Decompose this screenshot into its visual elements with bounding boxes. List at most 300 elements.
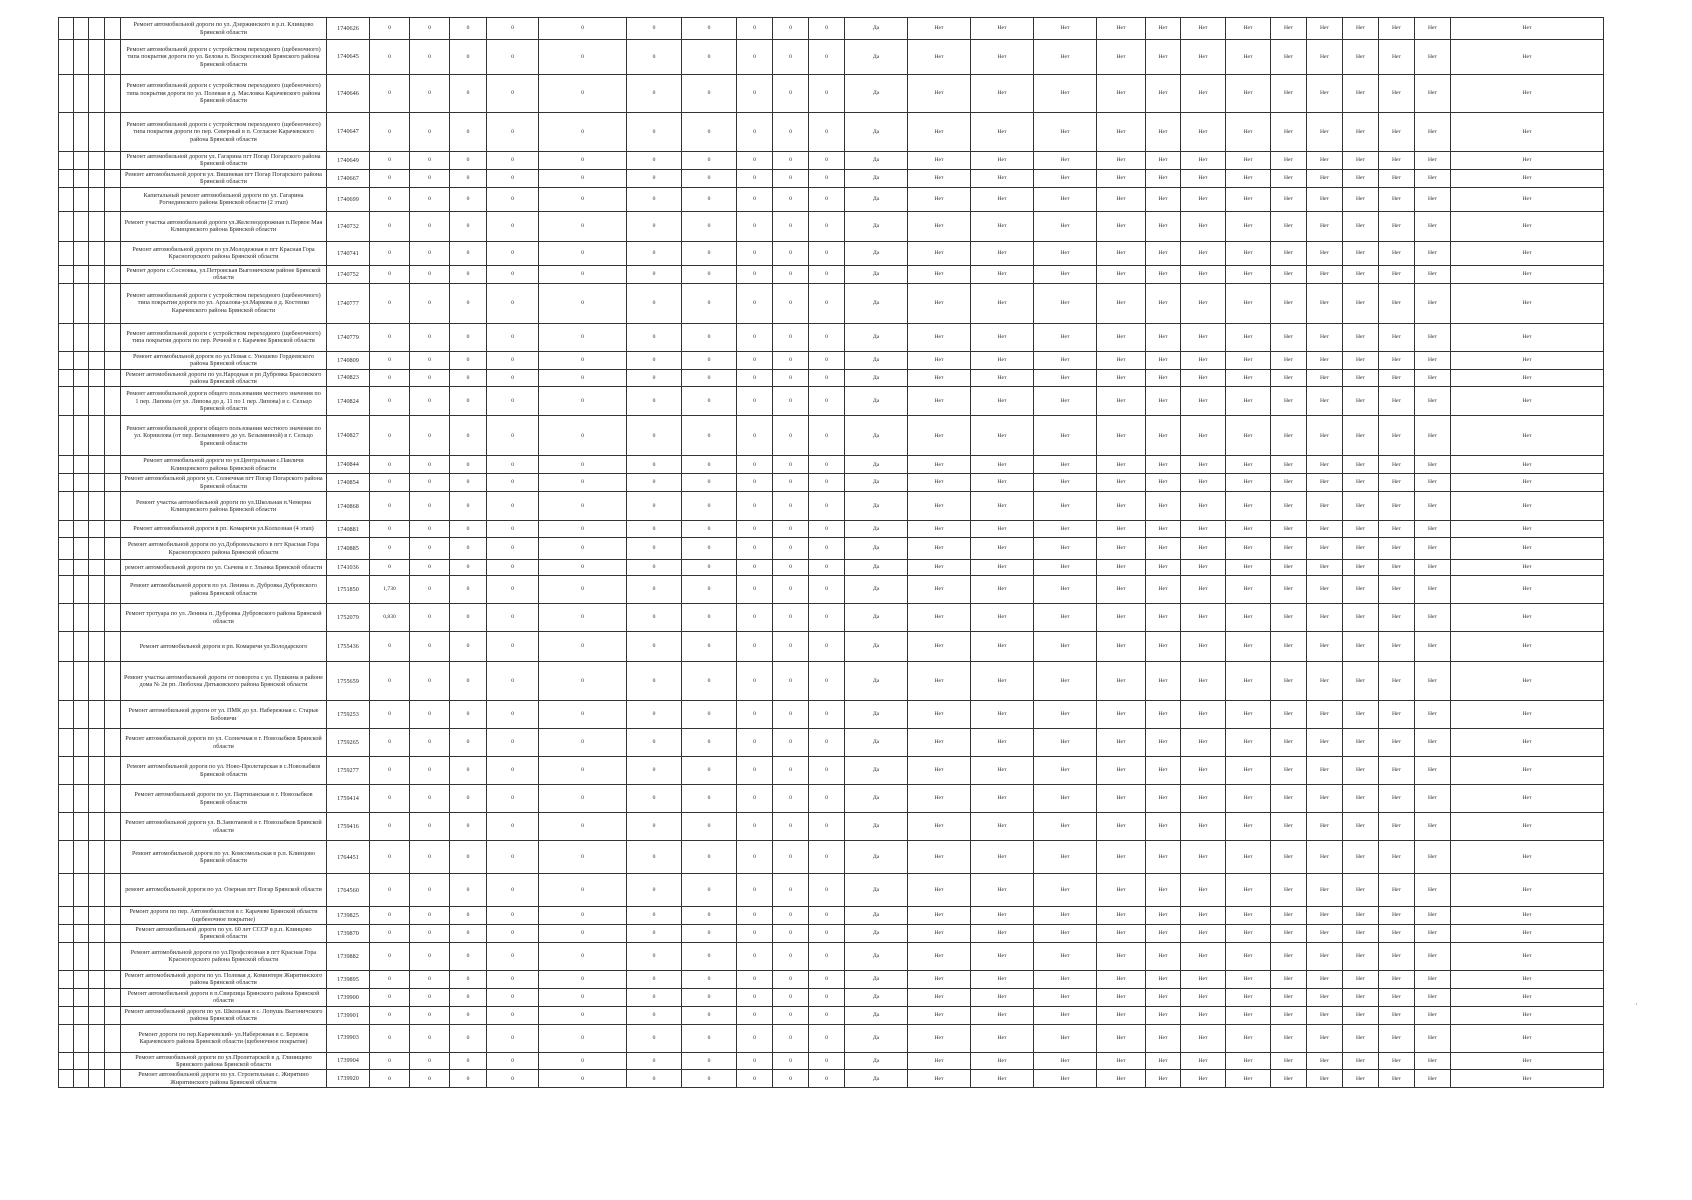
flag-cell: Нет <box>1034 1070 1097 1088</box>
flag-cell: Нет <box>1271 841 1307 874</box>
flag-cell: Нет <box>1097 1070 1146 1088</box>
value-cell: 0 <box>410 1052 450 1070</box>
value-cell: 0 <box>539 604 627 632</box>
value-cell: 0 <box>809 1024 845 1052</box>
flag-cell: Да <box>845 560 908 576</box>
flag-cell: Нет <box>1146 75 1181 113</box>
flag-cell: Нет <box>971 813 1034 841</box>
empty-cell <box>89 1006 105 1024</box>
flag-cell: Нет <box>1379 729 1415 757</box>
empty-cell <box>89 492 105 521</box>
flag-cell: Нет <box>908 988 971 1006</box>
value-cell: 0 <box>450 604 487 632</box>
flag-cell: Нет <box>971 323 1034 351</box>
value-cell: 0 <box>737 113 773 152</box>
empty-cell <box>105 187 121 211</box>
empty-cell <box>59 187 74 211</box>
value-cell: 0 <box>539 632 627 662</box>
flag-cell: Нет <box>1181 907 1226 925</box>
object-code-cell: 1759253 <box>327 701 370 729</box>
value-cell: 0 <box>410 456 450 474</box>
value-cell: 0 <box>487 604 539 632</box>
value-cell: 0 <box>450 152 487 170</box>
value-cell: 0 <box>487 632 539 662</box>
object-code-cell: 1740868 <box>327 492 370 521</box>
empty-cell <box>89 942 105 970</box>
value-cell: 0 <box>410 474 450 492</box>
flag-cell: Нет <box>1415 416 1451 456</box>
flag-cell: Нет <box>971 701 1034 729</box>
flag-cell: Нет <box>1271 813 1307 841</box>
value-cell: 0 <box>450 538 487 560</box>
value-cell: 0 <box>370 265 410 283</box>
flag-cell: Да <box>845 40 908 75</box>
empty-cell <box>59 416 74 456</box>
flag-cell: Нет <box>1307 560 1343 576</box>
flag-cell: Нет <box>1343 265 1379 283</box>
flag-cell: Нет <box>1034 1006 1097 1024</box>
flag-cell: Нет <box>908 662 971 701</box>
empty-cell <box>89 75 105 113</box>
value-cell: 0 <box>773 283 809 323</box>
flag-cell: Нет <box>971 152 1034 170</box>
value-cell: 0 <box>682 492 737 521</box>
empty-cell <box>89 925 105 943</box>
flag-cell: Нет <box>1343 40 1379 75</box>
flag-cell: Да <box>845 785 908 813</box>
table-row <box>59 169 1604 187</box>
flag-cell: Нет <box>1343 988 1379 1006</box>
value-cell: 0 <box>410 785 450 813</box>
flag-cell: Нет <box>971 942 1034 970</box>
value-cell: 0 <box>627 907 682 925</box>
value-cell: 0 <box>737 560 773 576</box>
value-cell: 0 <box>773 988 809 1006</box>
flag-cell: Нет <box>1415 265 1451 283</box>
flag-cell: Нет <box>1271 988 1307 1006</box>
object-code-cell: 1740732 <box>327 211 370 241</box>
object-name-cell: Ремонт автомобильной дороги по ул. Дзержинского в р.п. Клинцово Брянской области <box>121 18 327 40</box>
flag-cell: Нет <box>1379 988 1415 1006</box>
flag-cell: Нет <box>1307 841 1343 874</box>
value-cell: 0 <box>682 813 737 841</box>
flag-cell: Нет <box>1415 1070 1451 1088</box>
flag-cell: Нет <box>971 604 1034 632</box>
flag-cell: Нет <box>1146 456 1181 474</box>
object-name-cell: Ремонт автомобильной дороги по ул.Пролетарской в д. Глинищево Брянского района Брянской области <box>121 1052 327 1070</box>
empty-cell <box>89 538 105 560</box>
value-cell: 0 <box>737 18 773 40</box>
value-cell: 0 <box>410 241 450 265</box>
empty-cell <box>59 604 74 632</box>
value-cell: 0 <box>410 538 450 560</box>
empty-cell <box>74 456 89 474</box>
flag-cell: Нет <box>908 576 971 604</box>
flag-cell: Нет <box>908 925 971 943</box>
empty-cell <box>105 813 121 841</box>
flag-cell: Нет <box>1343 323 1379 351</box>
value-cell: 0 <box>773 874 809 907</box>
object-name-cell: Ремонт автомобильной дороги по ул. Ленина п. Дубровка Дубровского района Брянской области <box>121 576 327 604</box>
empty-cell <box>59 907 74 925</box>
value-cell: 0 <box>773 701 809 729</box>
value-cell: 0 <box>450 576 487 604</box>
flag-cell: Нет <box>971 785 1034 813</box>
value-cell: 0 <box>487 18 539 40</box>
value-cell: 0 <box>737 265 773 283</box>
value-cell: 0 <box>627 988 682 1006</box>
value-cell: 0 <box>627 521 682 538</box>
flag-cell: Нет <box>1343 576 1379 604</box>
empty-cell <box>74 1006 89 1024</box>
flag-cell: Да <box>845 187 908 211</box>
flag-cell: Нет <box>1271 323 1307 351</box>
flag-cell: Нет <box>1097 874 1146 907</box>
value-cell: 0 <box>773 521 809 538</box>
flag-cell: Нет <box>1097 387 1146 416</box>
object-code-cell: 1764560 <box>327 874 370 907</box>
flag-cell: Нет <box>1034 187 1097 211</box>
flag-cell: Нет <box>1034 907 1097 925</box>
flag-cell: Нет <box>1097 1052 1146 1070</box>
empty-cell <box>59 942 74 970</box>
value-cell: 0 <box>487 387 539 416</box>
flag-cell: Да <box>845 632 908 662</box>
value-cell: 0 <box>487 169 539 187</box>
object-name-cell: Ремонт автомобильной дороги по ул.Новая с. Уношево Гордеевского района Брянской области <box>121 351 327 369</box>
value-cell: 0 <box>682 169 737 187</box>
value-cell: 0 <box>809 492 845 521</box>
table-row <box>59 283 1604 323</box>
flag-cell: Нет <box>1097 187 1146 211</box>
flag-cell: Нет <box>1307 113 1343 152</box>
table-row <box>59 1006 1604 1024</box>
value-cell: 0 <box>737 456 773 474</box>
flag-cell: Да <box>845 283 908 323</box>
flag-cell: Нет <box>1034 662 1097 701</box>
flag-cell: Нет <box>1034 18 1097 40</box>
flag-cell: Нет <box>971 187 1034 211</box>
flag-cell: Нет <box>1379 757 1415 785</box>
value-cell: 0 <box>809 757 845 785</box>
object-name-cell: Ремонт автомобильной дороги по ул. Школьная в с. Лопушь Выгоничского района Брянской области <box>121 1006 327 1024</box>
flag-cell: Нет <box>1343 521 1379 538</box>
flag-cell: Нет <box>1146 701 1181 729</box>
flag-cell: Нет <box>1271 152 1307 170</box>
flag-cell: Нет <box>971 283 1034 323</box>
flag-cell: Нет <box>1034 729 1097 757</box>
empty-cell <box>59 323 74 351</box>
empty-cell <box>74 662 89 701</box>
empty-cell <box>59 632 74 662</box>
flag-cell: Нет <box>1097 416 1146 456</box>
object-code-cell: 1740824 <box>327 387 370 416</box>
flag-cell: Нет <box>1343 1006 1379 1024</box>
value-cell: 0 <box>627 785 682 813</box>
flag-cell: Нет <box>1343 18 1379 40</box>
flag-cell: Нет <box>1415 662 1451 701</box>
flag-cell: Нет <box>1181 785 1226 813</box>
value-cell: 0 <box>410 813 450 841</box>
object-name-cell: Ремонт автомобильной дороги ул. Гагарина пгт Погар Погарского района Брянской области <box>121 152 327 170</box>
flag-cell: Нет <box>1146 211 1181 241</box>
value-cell: 0 <box>450 474 487 492</box>
empty-cell <box>74 785 89 813</box>
flag-cell: Нет <box>1226 729 1271 757</box>
value-cell: 0 <box>682 942 737 970</box>
table-row <box>59 988 1604 1006</box>
flag-cell: Нет <box>1271 456 1307 474</box>
flag-cell: Нет <box>1271 942 1307 970</box>
value-cell: 0 <box>627 813 682 841</box>
empty-cell <box>59 211 74 241</box>
value-cell: 0 <box>809 1052 845 1070</box>
value-cell: 0 <box>773 729 809 757</box>
value-cell: 0 <box>370 1006 410 1024</box>
flag-cell: Нет <box>1181 925 1226 943</box>
empty-cell <box>59 757 74 785</box>
flag-cell: Нет <box>1307 988 1343 1006</box>
flag-cell: Нет <box>1451 113 1604 152</box>
flag-cell: Нет <box>1181 283 1226 323</box>
flag-cell: Нет <box>1097 351 1146 369</box>
flag-cell: Нет <box>1097 813 1146 841</box>
flag-cell: Нет <box>1097 521 1146 538</box>
empty-cell <box>74 538 89 560</box>
flag-cell: Нет <box>1181 40 1226 75</box>
flag-cell: Нет <box>1451 662 1604 701</box>
value-cell: 0 <box>737 1052 773 1070</box>
value-cell: 0 <box>773 113 809 152</box>
value-cell: 0 <box>737 241 773 265</box>
flag-cell: Нет <box>908 813 971 841</box>
flag-cell: Нет <box>1415 757 1451 785</box>
value-cell: 0 <box>809 169 845 187</box>
value-cell: 0 <box>737 925 773 943</box>
empty-cell <box>105 369 121 387</box>
empty-cell <box>74 925 89 943</box>
table-row <box>59 970 1604 988</box>
flag-cell: Нет <box>1307 1024 1343 1052</box>
flag-cell: Да <box>845 907 908 925</box>
value-cell: 0 <box>487 456 539 474</box>
value-cell: 0 <box>737 1006 773 1024</box>
empty-cell <box>59 492 74 521</box>
flag-cell: Нет <box>1379 323 1415 351</box>
flag-cell: Да <box>845 75 908 113</box>
flag-cell: Нет <box>1226 369 1271 387</box>
value-cell: 0 <box>773 785 809 813</box>
empty-cell <box>74 942 89 970</box>
empty-cell <box>89 113 105 152</box>
object-name-cell: Ремонт автомобильной дороги ул. Солнечная пгт Погар Погарского района Брянской области <box>121 474 327 492</box>
value-cell: 0 <box>370 632 410 662</box>
empty-cell <box>89 701 105 729</box>
value-cell: 0 <box>682 632 737 662</box>
empty-cell <box>74 988 89 1006</box>
flag-cell: Нет <box>1226 40 1271 75</box>
flag-cell: Нет <box>1379 75 1415 113</box>
flag-cell: Нет <box>1451 40 1604 75</box>
value-cell: 0 <box>450 187 487 211</box>
value-cell: 0 <box>539 387 627 416</box>
flag-cell: Нет <box>1181 211 1226 241</box>
empty-cell <box>105 40 121 75</box>
value-cell: 0 <box>370 40 410 75</box>
flag-cell: Нет <box>1415 841 1451 874</box>
value-cell: 0 <box>809 560 845 576</box>
table-row <box>59 265 1604 283</box>
value-cell: 0 <box>539 1070 627 1088</box>
value-cell: 0 <box>450 1024 487 1052</box>
flag-cell: Нет <box>1271 241 1307 265</box>
flag-cell: Нет <box>1307 757 1343 785</box>
value-cell: 0 <box>487 1024 539 1052</box>
value-cell: 0 <box>809 604 845 632</box>
empty-cell <box>59 113 74 152</box>
object-code-cell: 1759416 <box>327 813 370 841</box>
empty-cell <box>74 369 89 387</box>
flag-cell: Нет <box>1451 874 1604 907</box>
value-cell: 0 <box>539 241 627 265</box>
value-cell: 0 <box>773 492 809 521</box>
value-cell: 0 <box>737 492 773 521</box>
flag-cell: Нет <box>1379 538 1415 560</box>
flag-cell: Нет <box>1271 369 1307 387</box>
flag-cell: Нет <box>1034 560 1097 576</box>
flag-cell: Нет <box>1146 323 1181 351</box>
flag-cell: Нет <box>1343 169 1379 187</box>
value-cell: 0 <box>370 169 410 187</box>
empty-cell <box>89 416 105 456</box>
value-cell: 0 <box>539 283 627 323</box>
empty-cell <box>74 1070 89 1088</box>
empty-cell <box>59 456 74 474</box>
flag-cell: Да <box>845 169 908 187</box>
empty-cell <box>105 492 121 521</box>
flag-cell: Нет <box>1415 538 1451 560</box>
value-cell: 0 <box>773 40 809 75</box>
value-cell: 0 <box>809 632 845 662</box>
object-name-cell: Ремонт автомобильной дороги по ул.Народная в рп Дубровка Брасовского района Брянской области <box>121 369 327 387</box>
value-cell: 0 <box>450 701 487 729</box>
value-cell: 0 <box>450 907 487 925</box>
empty-cell <box>74 387 89 416</box>
flag-cell: Нет <box>908 416 971 456</box>
flag-cell: Да <box>845 942 908 970</box>
value-cell: 0 <box>370 387 410 416</box>
flag-cell: Нет <box>1379 283 1415 323</box>
flag-cell: Нет <box>908 18 971 40</box>
value-cell: 0 <box>773 211 809 241</box>
value-cell: 0 <box>487 323 539 351</box>
value-cell: 0 <box>627 152 682 170</box>
empty-cell <box>105 841 121 874</box>
value-cell: 0 <box>450 662 487 701</box>
flag-cell: Нет <box>1379 841 1415 874</box>
flag-cell: Нет <box>1451 970 1604 988</box>
flag-cell: Нет <box>1415 632 1451 662</box>
value-cell: 0 <box>450 1052 487 1070</box>
value-cell: 0 <box>809 152 845 170</box>
flag-cell: Нет <box>1271 907 1307 925</box>
value-cell: 0 <box>682 1024 737 1052</box>
value-cell: 0 <box>809 211 845 241</box>
flag-cell: Нет <box>1343 729 1379 757</box>
object-name-cell: Ремонт автомобильной дороги с устройством переходного (щебеночного) типа покрытия дороги по ул. Белова п. Воскресенский Брянского района Брянской области <box>121 40 327 75</box>
value-cell: 0 <box>450 874 487 907</box>
value-cell: 0 <box>682 662 737 701</box>
flag-cell: Нет <box>1379 604 1415 632</box>
empty-cell <box>89 662 105 701</box>
flag-cell: Нет <box>1226 576 1271 604</box>
value-cell: 0 <box>487 874 539 907</box>
flag-cell: Нет <box>1181 323 1226 351</box>
table-row <box>59 1052 1604 1070</box>
flag-cell: Нет <box>908 604 971 632</box>
empty-cell <box>105 113 121 152</box>
flag-cell: Нет <box>1226 970 1271 988</box>
value-cell: 0 <box>737 40 773 75</box>
flag-cell: Нет <box>908 40 971 75</box>
empty-cell <box>89 729 105 757</box>
flag-cell: Нет <box>971 907 1034 925</box>
flag-cell: Нет <box>1181 492 1226 521</box>
flag-cell: Нет <box>1451 369 1604 387</box>
empty-cell <box>105 729 121 757</box>
flag-cell: Нет <box>971 632 1034 662</box>
flag-cell: Нет <box>1034 241 1097 265</box>
flag-cell: Нет <box>1307 369 1343 387</box>
flag-cell: Нет <box>1343 113 1379 152</box>
flag-cell: Нет <box>1097 729 1146 757</box>
flag-cell: Нет <box>1146 604 1181 632</box>
empty-cell <box>105 1052 121 1070</box>
flag-cell: Нет <box>1379 1024 1415 1052</box>
value-cell: 0 <box>370 1070 410 1088</box>
empty-cell <box>89 323 105 351</box>
value-cell: 0 <box>737 942 773 970</box>
flag-cell: Нет <box>1034 874 1097 907</box>
value-cell: 0 <box>627 757 682 785</box>
flag-cell: Нет <box>971 241 1034 265</box>
flag-cell: Нет <box>1034 576 1097 604</box>
flag-cell: Нет <box>1034 757 1097 785</box>
value-cell: 0 <box>627 1052 682 1070</box>
flag-cell: Нет <box>1271 283 1307 323</box>
value-cell: 0 <box>410 874 450 907</box>
flag-cell: Нет <box>1146 40 1181 75</box>
flag-cell: Нет <box>1307 874 1343 907</box>
flag-cell: Нет <box>1343 701 1379 729</box>
object-code-cell: 1739870 <box>327 925 370 943</box>
flag-cell: Нет <box>1097 18 1146 40</box>
table-row <box>59 942 1604 970</box>
value-cell: 0 <box>627 970 682 988</box>
value-cell: 0 <box>370 18 410 40</box>
flag-cell: Нет <box>1415 351 1451 369</box>
value-cell: 0 <box>737 283 773 323</box>
value-cell: 0 <box>737 874 773 907</box>
value-cell: 0 <box>682 323 737 351</box>
object-name-cell: Ремонт автомобильной дороги по ул. Ново-Пролетарская в с.Новозыбков Брянской области <box>121 757 327 785</box>
object-name-cell: Ремонт автомобильной дороги в рп. Комаричи ул.Колхозная (4 этап) <box>121 521 327 538</box>
flag-cell: Нет <box>1307 187 1343 211</box>
flag-cell: Нет <box>1146 416 1181 456</box>
flag-cell: Нет <box>1451 785 1604 813</box>
empty-cell <box>59 813 74 841</box>
empty-cell <box>59 40 74 75</box>
